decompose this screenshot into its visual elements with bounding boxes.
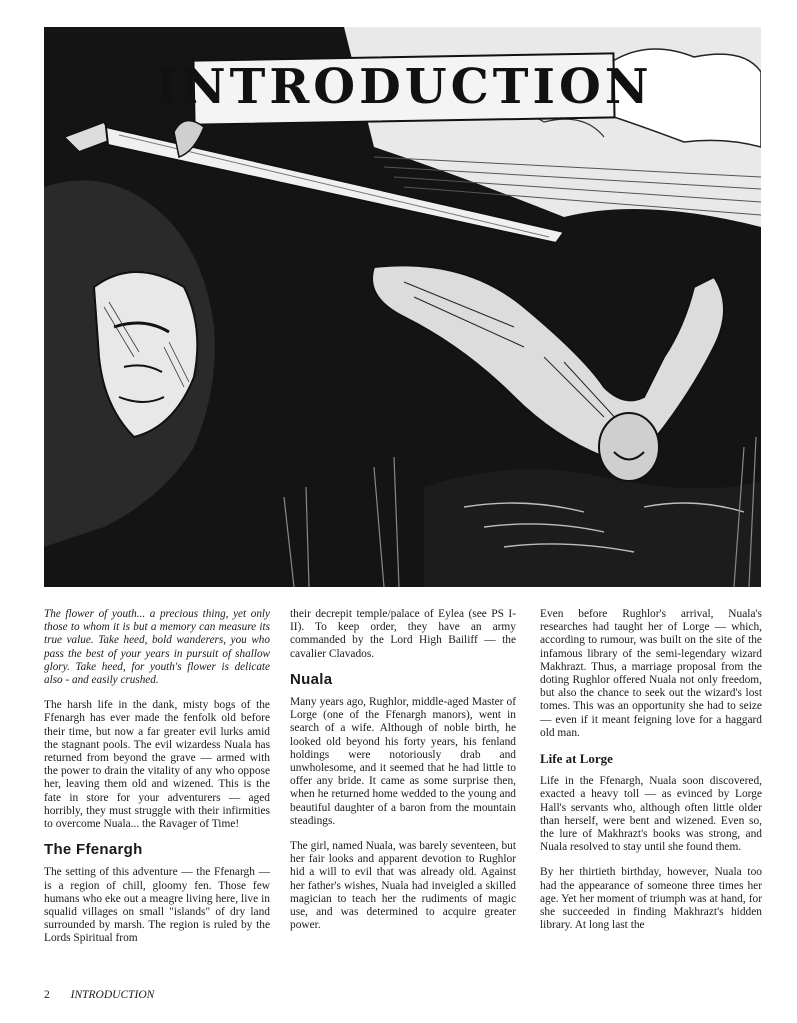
page-footer — [44, 989, 154, 1001]
paragraph: By her thirtieth birthday, however, Nuala too had the appearance of someone three times her age. Yet her moment of triumph was at hand, for she succeeded in finding Makhrazt's hidden library. At long last the — [540, 866, 762, 932]
cover-illustration — [44, 27, 761, 587]
section-heading-ffenargh: The Ffenargh — [44, 841, 143, 859]
paragraph: The setting of this adventure — the Ffenargh — is a region of chill, gloomy fen. Those few humans who eke out a meagre living here, live in squalid villages on small "islands" of dry land surrounded by marsh. The region is ruled by the Lords Spiritual from — [44, 866, 270, 945]
paragraph: Many years ago, Rughlor, middle-aged Master of Lorge (one of the Ffenargh manors), went in search of a wife. Although of noble birth, he looked old beyond his forty years, his fenland holdings were notoriously drab and unwholesome, and it seemed that he had little to offer any bride. It came as some surprise then, when he returned home wedded to the young and beautiful daughter of a baron from the mountain steadings. — [290, 696, 516, 827]
text-column-1 — [44, 608, 270, 958]
paragraph: The girl, named Nuala, was barely seventeen, but her fair looks and apparent devotion to Rughlor hid a will to evil that was already old. Against her father's wishes, Nuala had inveigled a skilled magician to teach her the rudiments of magic use, and was determined to acquire greater power. — [290, 840, 516, 932]
text-column-3 — [540, 608, 762, 944]
text-column-2 — [290, 608, 516, 944]
paragraph: Life in the Ffenargh, Nuala soon discovered, exacted a heavy toll — as evinced by Lorge Hall's servants who, although often little older than herself, were bent and wizened. Even so, the lure of Makhrazt's books was strong, and Nuala resolved to stay until she found them. — [540, 775, 762, 854]
page-number: 2 — [44, 989, 50, 1001]
swordsman-illustration-icon — [44, 27, 761, 587]
paragraph: their decrepit temple/palace of Eylea (see PS I-II). To keep order, they have an army commanded by the Lord High Bailiff — the cavalier Clavados. — [290, 608, 516, 660]
section-heading-nuala: Nuala — [290, 670, 333, 688]
section-name: INTRODUCTION — [70, 989, 155, 1001]
paragraph: Even before Rughlor's arrival, Nuala's researches had taught her of Lorge — which, according to rumour, was built on the site of the infamous library of the semi-legendary wizard Makhrazt. Thus, a marriage proposal from the doting Rughlor offered Nuala not only freedom, but also the chance to seek out the wizard's lost tomes. This was an opportunity she had to seize — even if it meant feigning love for a haggard old man. — [540, 608, 762, 739]
title-art: INTRODUCTION — [155, 59, 653, 115]
epigraph: The flower of youth... a precious thing, yet only those to whom it is but a memory can measure its true value. Take heed, bold wanderers, you who pass the best of your years in pursuit of shallow glory. Take heed, for youth's flower is delicate also - and easily crushed. — [44, 608, 270, 687]
section-heading-life-at-lorge: Life at Lorge — [540, 751, 613, 767]
paragraph: The harsh life in the dank, misty bogs of the Ffenargh has ever made the fenfolk old before their time, but now a far greater evil lurks amid the stagnant pools. The evil wizardess Nuala has returned from beyond the grave — armed with the power to drain the vitality of any who oppose her, leaving them old and wizened. This is the fate in store for your adventurers — aged horribly, they must struggle with their infirmities to overcome Nuala... the Ravager of Time! — [44, 699, 270, 831]
